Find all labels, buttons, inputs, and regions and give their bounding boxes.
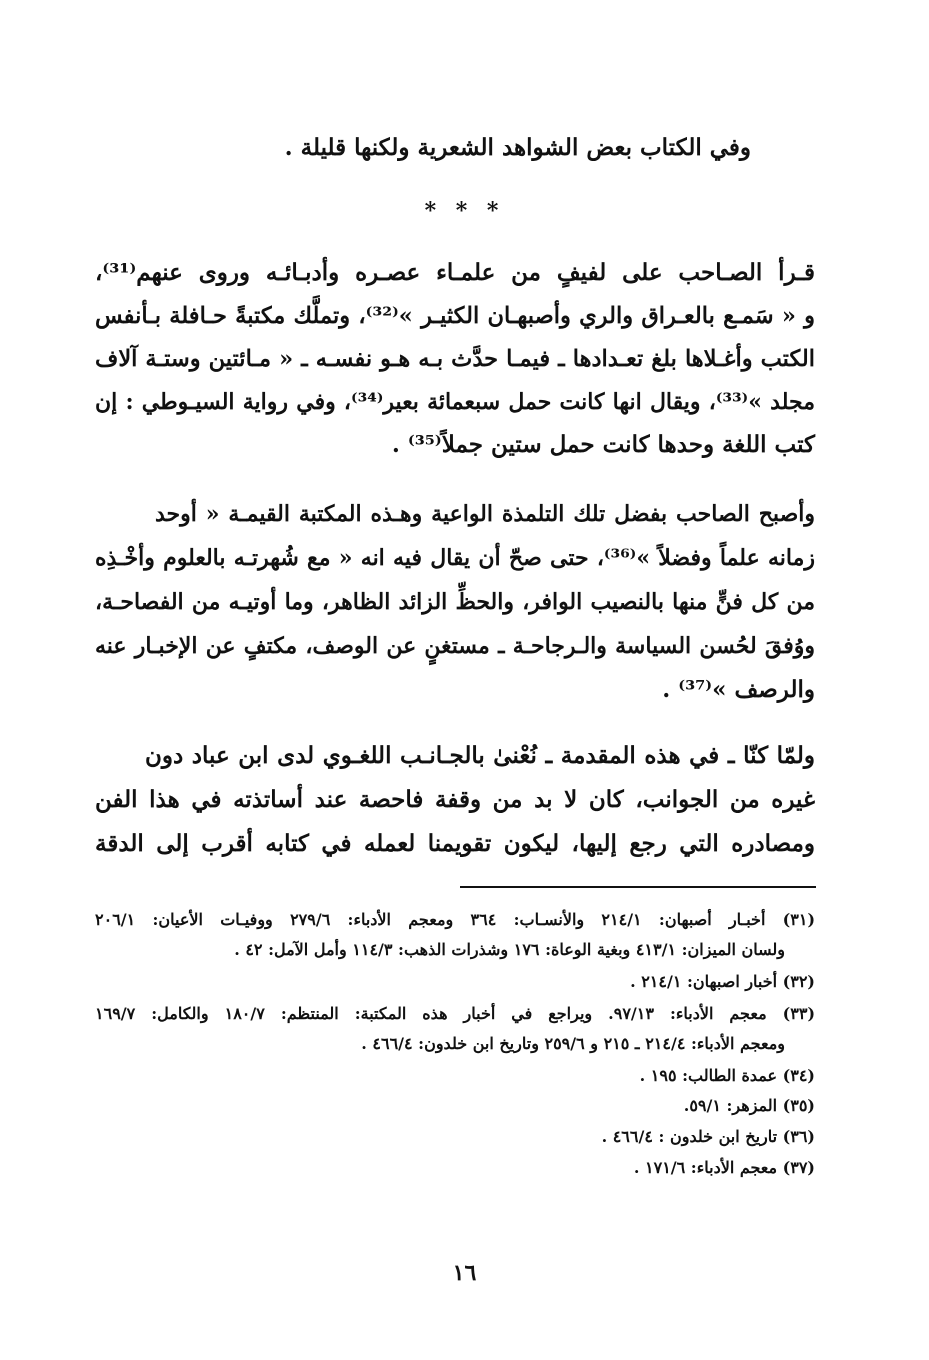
paragraph-1-line-3: الكتب وأغـلاها بلغ تعـدادها ـ فيمـا حدَّث بـه هـو نفسـه ـ « مـائتين وستـة آلاف: [95, 346, 815, 372]
page-number: ١٦: [452, 1260, 477, 1286]
paragraph-1: [95, 253, 815, 473]
paragraph-3: [95, 736, 815, 866]
intro-line: وفي الكتاب بعض الشواهد الشعرية ولكنها قليلة .: [284, 134, 751, 161]
paragraph-2-line-1: وأصبح الصاحب بفضل تلك التلمذة الواعية وهـذه المكتبة القيمـة « أوحد: [155, 501, 815, 527]
footnote-31-continued: ولسان الميزان: ٤١٣/١ وبغية الوعاة: ١٧٦ وشذرات الذهب: ١١٤/٣ وأمل الآمل: ٤٢ .: [234, 940, 785, 959]
footnote-32: (٣٢) أخبار اصبهان: ٢١٤/١ .: [630, 972, 815, 991]
footnote-35: (٣٥) المزهر: ٥٩/١.: [683, 1096, 815, 1115]
footnote-33-continued: ومعجم الأدباء: ٢١٤/٤ ـ ٢١٥ و ٢٥٩/٦ وتاريخ ابن خلدون: ٤٦٦/٤ .: [361, 1034, 785, 1053]
paragraph-2-line-4: ووُفقَ لحُسن السياسة والـرجاحـة ـ مستغنٍ عن الوصف، مكتفٍ عن الإخبـار عنه: [95, 633, 815, 659]
paragraph-3-line-3: ومصادره التي رجع إليها، ليكون تقويمنا لعمله في كتابه أقرب إلى الدقة: [95, 830, 815, 857]
footnote-37: (٣٧) معجم الأدباء: ١٧١/٦ .: [633, 1158, 815, 1177]
paragraph-3-line-2: غيره من الجوانب، كان لا بد من وقفة فاحصة عند أساتذته في هذا الفن: [95, 786, 815, 813]
footnote-34: (٣٤) عمدة الطالب: ١٩٥ .: [639, 1066, 815, 1085]
paragraph-1-line-5: كتب اللغة وحدها كانت حمل ستين جملاً⁽³⁵⁾ .: [391, 431, 815, 458]
footnote-36: (٣٦) تاريخ ابن خلدون : ٤٦٦/٤ .: [601, 1127, 815, 1146]
footnote-separator: [460, 886, 816, 888]
footnote-33: (٣٣) معجم الأدباء: ٩٧/١٣. ويراجع في أخبار هذه المكتبة: المنتظم: ١٨٠/٧ والكامل: ١٦٩/٧: [95, 1004, 816, 1023]
paragraph-3-line-1: ولمّا كنّا ـ في هذه المقدمة ـ نُعْنىٰ بالجـانـب اللغـوي لدى ابن عباد دون: [145, 742, 815, 769]
paragraph-1-line-1: قـرأ الصـاحب على لفيفٍ من علمـاء عصـره وأدبـائـه وروى عنهم⁽³¹⁾،: [95, 259, 815, 286]
paragraph-2-line-3: من كل فنٍّ منها بالنصيب الوافر، والحظِّ الزائد الظاهر، وما أوتيـه من الفصاحـة،: [95, 589, 815, 615]
paragraph-1-line-4: مجلد »⁽³³⁾، ويقال انها كانت حمل سبعمائة بعير⁽³⁴⁾، وفي رواية السيـوطي : إن: [95, 389, 815, 415]
paragraph-2: [95, 494, 815, 714]
section-separator: * * *: [424, 198, 505, 224]
paragraph-2-line-2: زمانه علماً وفضلاً »⁽³⁶⁾، حتى صحّ أن يقال فيه انه « مع شُهرتـه بالعلوم وأخْـذِه: [95, 545, 815, 571]
footnotes: [95, 906, 815, 1206]
paragraph-2-line-5: والرصف »⁽³⁷⁾ .: [662, 676, 815, 703]
footnote-31: (٣١) أخبـار أصبهان: ٢١٤/١ والأنسـاب: ٣٦٤ ومعجم الأدباء: ٢٧٩/٦ ووفيـات الأعيان: ٢٠٦/١: [95, 910, 816, 929]
paragraph-1-line-2: و « سَمـع بالعـراق والري وأصبهـان الكثيـر »⁽³²⁾، وتملَّك مكتبةً حـافلة بـأنفس: [95, 303, 816, 329]
